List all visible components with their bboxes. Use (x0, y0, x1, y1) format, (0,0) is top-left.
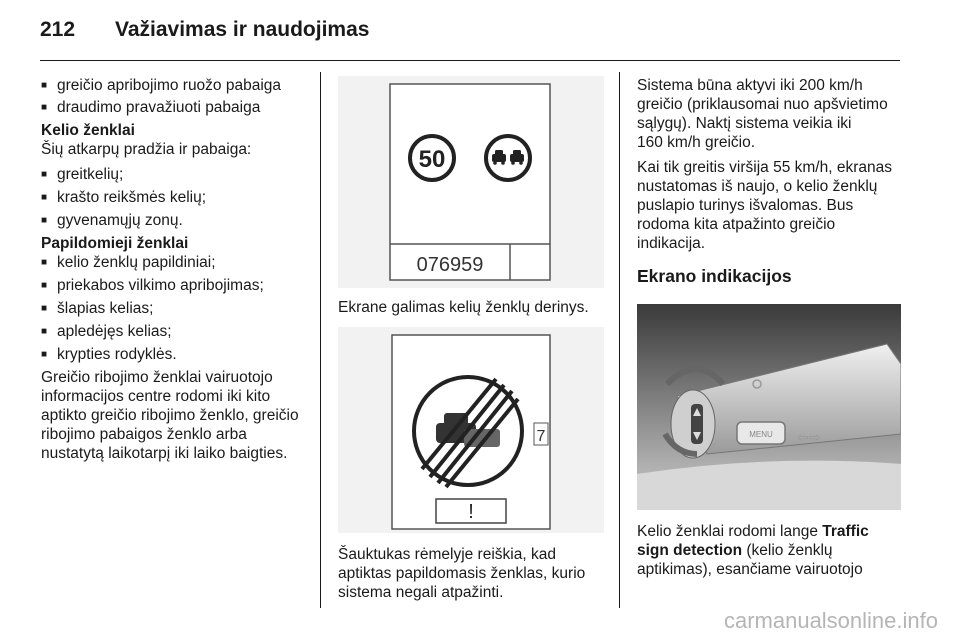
page-number: 212 (40, 18, 76, 41)
section-heading: Ekrano indikacijos (637, 266, 792, 286)
list-item: ■ greitkelių; (41, 165, 311, 184)
column-divider-1 (320, 72, 321, 608)
page-title: Važiavimas ir naudojimas (115, 18, 370, 41)
paragraph-traffic-sign-detection: Kelio ženklai rodomi lange Traffic sign detection (kelio ženklų aptikimas), esančiame vairuotojo (637, 523, 869, 578)
subheading-road-signs: Kelio ženklai (41, 122, 135, 139)
figure-caption: Ekrane galimas kelių ženklų derinys. (338, 299, 589, 316)
lever-photo-illustration (637, 304, 901, 510)
figure-unrecognized-sign (338, 327, 604, 533)
list-item: ■ kelio ženklų papildiniai; (41, 253, 311, 272)
speed-limit-value: 50 (418, 146, 446, 173)
header-rule (40, 60, 900, 61)
list-item: ■ priekabos vilkimo apribojimas; (41, 276, 311, 295)
column-1 (41, 76, 311, 463)
paragraph-speed-range: Sistema būna aktyvi iki 200 km/h greičio (priklausomai nuo apšvietimo sąlygų). Naktį sistema veikia iki 160 km/h greičio. (637, 77, 888, 151)
list-item: ■ draudimo pravažiuoti pabaiga (41, 98, 311, 117)
figure-caption: Šauktukas rėmelyje reiškia, kad aptiktas papildomasis ženklas, kurio sistema negali atpažinti. (338, 546, 586, 601)
sign-display-illustration (338, 76, 604, 288)
list-item: ■ krypties rodyklės. (41, 345, 311, 364)
watermark: carmanualsonline.info (723, 608, 938, 633)
menu-name-traffic: Traffic (822, 523, 869, 540)
list-item: ■ krašto reikšmės kelių; (41, 188, 311, 207)
paragraph-display-duration: Greičio ribojimo ženklai vairuotojo informacijos centre rodomi iki kito aptikto greičio ribojimo ženklo, greičio ribojimo pabaigos ženklo arba nustatytą laikotarpį iki laiko baigties. (41, 369, 299, 462)
no-overtaking-sign (486, 136, 530, 180)
exclamation-mark: ! (468, 501, 474, 523)
display-frame (390, 84, 550, 280)
subheading-additional-signs: Papildomieji ženklai (41, 235, 189, 252)
intro-text: Šių atkarpų pradžia ir pabaiga: (41, 141, 252, 158)
column-2 (338, 76, 604, 602)
menu-button-label: MENU (749, 430, 773, 439)
arrow-icons: ⇦⇨ (797, 429, 821, 445)
list-item: ■ šlapias kelias; (41, 299, 311, 318)
sign-code: 076959 (416, 254, 484, 276)
end-no-overtaking-illustration (338, 327, 604, 533)
page-header (40, 18, 900, 60)
list-item: ■ apledėjęs kelias; (41, 322, 311, 341)
list-item: ■ gyvenamųjų zonų. (41, 211, 311, 230)
figure-turn-signal-lever (637, 304, 901, 510)
menu-name-sign-detection: sign detection (637, 542, 743, 559)
list-item: ■ greičio apribojimo ruožo pabaiga (41, 76, 311, 95)
figure-sign-combination (338, 76, 604, 288)
column-divider-2 (619, 72, 620, 608)
side-sign-number: 7 (536, 428, 546, 445)
paragraph-display-reset: Kai tik greitis viršija 55 km/h, ekranas nustatomas iš naujo, o kelio ženklų puslapio turinys išvalomas. Bus rodoma kita atpažinto greičio indikacija. (637, 159, 892, 252)
column-3 (637, 76, 907, 579)
